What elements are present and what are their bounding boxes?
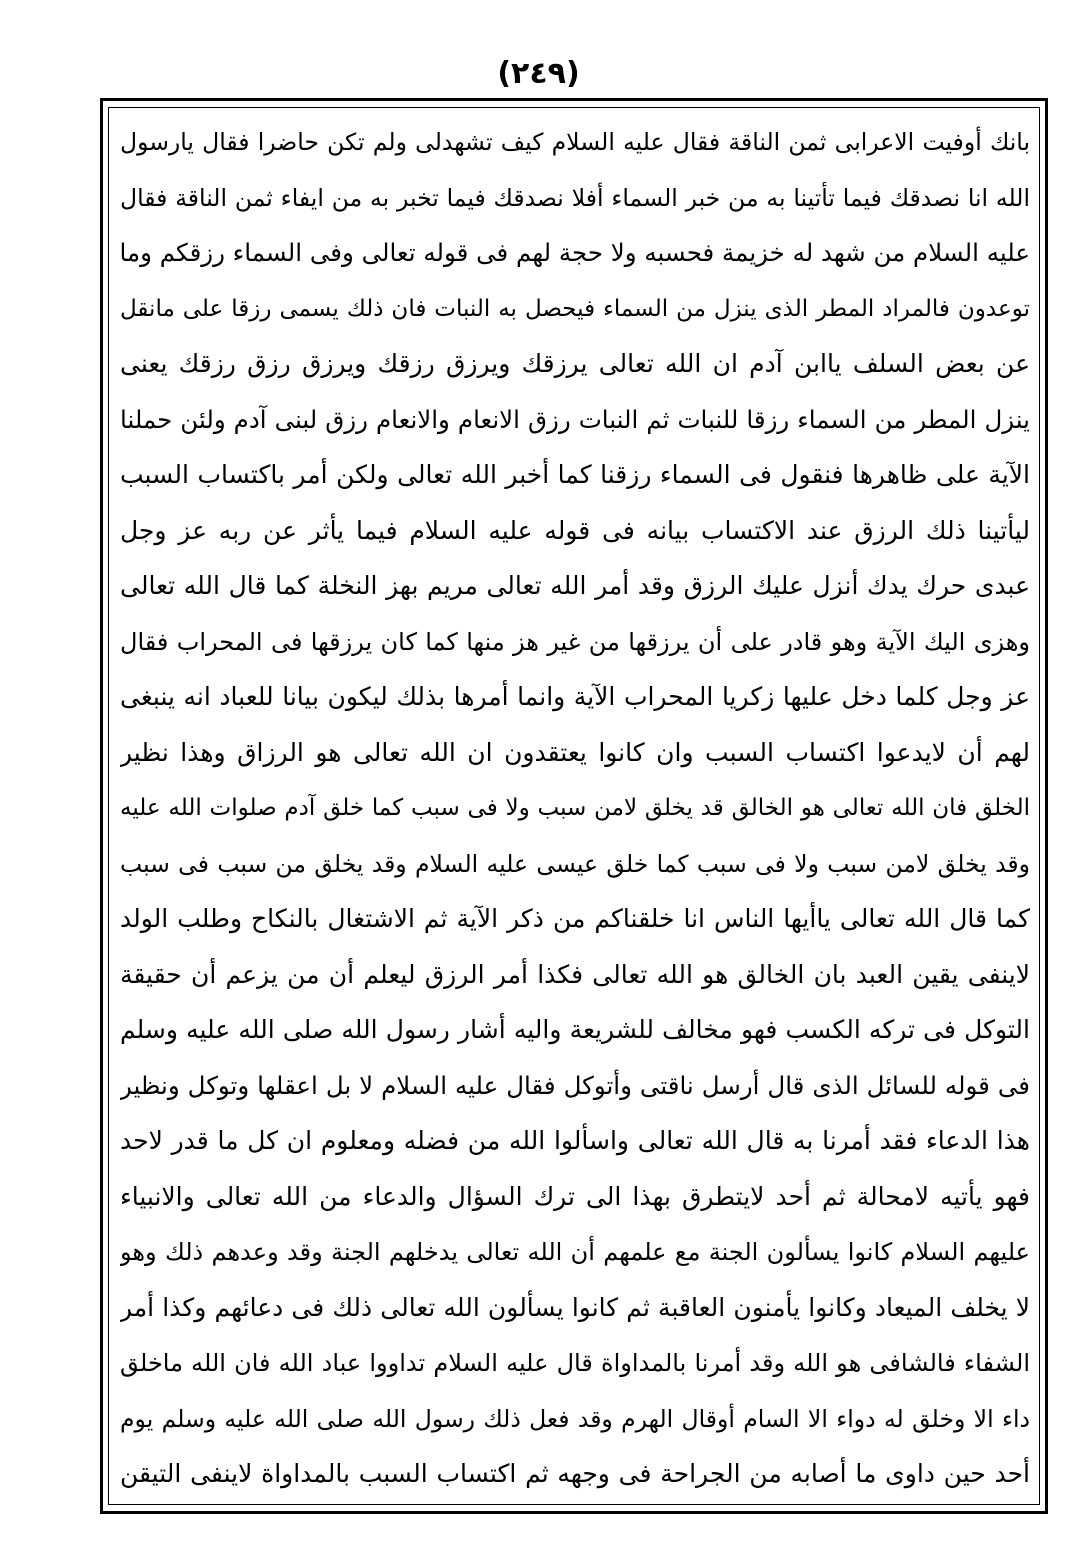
text-line: عليهم السلام كانوا يسألون الجنة مع علمهم أن الله تعالى يدخلهم الجنة وقد وعدهم ذلك وهو — [120, 1238, 1030, 1266]
text-line: داء الا وخلق له دواء الا السام أوقال الهرم وقد فعل ذلك رسول الله صلى الله عليه وسلم يوم — [120, 1404, 1030, 1433]
text-line: عليه السلام من شهد له خزيمة فحسبه ولا حجة لهم فى قوله تعالى وفى السماء رزقكم وما — [120, 238, 1030, 267]
text-line: كما قال الله تعالى ياأيها الناس انا خلقناكم من ذكر الآية ثم الاشتغال بالنكاح وطلب الولد — [120, 904, 1030, 933]
text-line: فهو يأتيه لامحالة ثم أحد لايتطرق بهذا الى ترك السؤال والدعاء من الله تعالى والانبياء — [120, 1181, 1030, 1211]
text-line: ليأتينا ذلك الرزق عند الاكتساب بيانه فى قوله عليه السلام فيما يأثر عن ربه عز وجل — [120, 515, 1030, 545]
text-line: الله انا نصدقك فيما تأتينا به من خبر السماء أفلا نصدقك فيما تخبر به من ايفاء ثمن الناقة فقال — [120, 183, 1030, 212]
text-line: التوكل فى تركه الكسب فهو مخالف للشريعة واليه أشار رسول الله صلى الله عليه وسلم — [120, 1015, 1030, 1044]
text-line: عبدى حرك يدك أنزل عليك الرزق وقد أمر الله تعالى مريم بهز النخلة كما قال الله تعالى — [120, 571, 1030, 600]
text-line: عز وجل كلما دخل عليها زكريا المحراب الآية وانما أمرها بذلك ليكون بيانا للعباد انه ينبغى — [120, 682, 1030, 711]
text-line: الآية على ظاهرها فنقول فى السماء رزقنا كما أخبر الله تعالى ولكن أمر باكتساب السبب — [120, 460, 1030, 489]
text-line: عن بعض السلف ياابن آدم ان الله تعالى يرزقك ويرزق رزقك ويرزق رزق رزقك يعنى — [120, 349, 1030, 378]
text-line: ينزل المطر من السماء رزقا للنبات ثم النبات رزق الانعام والانعام رزق لبنى آدم ولئن حملنا — [120, 404, 1030, 434]
text-line: الشفاء فالشافى هو الله وقد أمرنا بالمداواة قال عليه السلام تداووا عباد الله فان الله ماخلق — [120, 1349, 1030, 1377]
text-line: لاينفى يقين العبد بان الخالق هو الله تعالى فكذا أمر الرزق ليعلم أن من يزعم أن حقيقة — [120, 959, 1030, 989]
text-line: وقد يخلق لامن سبب ولا فى سبب كما خلق عيسى عليه السلام وقد يخلق من سبب فى سبب — [120, 849, 1030, 878]
page-text-body — [120, 118, 1030, 1498]
text-line: الخلق فان الله تعالى هو الخالق قد يخلق لامن سبب ولا فى سبب كما خلق آدم صلوات الله عليه — [120, 795, 1030, 821]
page-number: (٢٤٩) — [497, 56, 580, 91]
text-line: هذا الدعاء فقد أمرنا به قال الله تعالى واسألوا الله من فضله ومعلوم ان كل ما قدر لاحد — [120, 1126, 1030, 1155]
text-line: لا يخلف الميعاد وكانوا يأمنون العاقبة ثم كانوا يسألون الله تعالى ذلك فى دعائهم وكذا أمر — [120, 1292, 1030, 1322]
text-line: وهزى اليك الآية وهو قادر على أن يرزقها من غير هز منها كما كان يرزقها فى المحراب فقال — [120, 627, 1030, 656]
text-line: بانك أوفيت الاعرابى ثمن الناقة فقال عليه السلام كيف تشهدلى ولم تكن حاضرا فقال يارسول — [120, 128, 1030, 156]
text-line: توعدون فالمراد المطر الذى ينزل من السماء فيحصل به النبات فان ذلك يسمى رزقا على مانقل — [120, 295, 1030, 322]
text-line: فى قوله للسائل الذى قال أرسل ناقتى وأتوكل فقال عليه السلام لا بل اعقلها وتوكل ونظير — [120, 1070, 1030, 1100]
text-line: أحد حين داوى ما أصابه من الجراحة فى وجهه ثم اكتساب السبب بالمداواة لاينفى التيقن — [120, 1459, 1030, 1488]
text-line: لهم أن لايدعوا اكتساب السبب وان كانوا يعتقدون ان الله تعالى هو الرزاق وهذا نظير — [120, 737, 1030, 767]
